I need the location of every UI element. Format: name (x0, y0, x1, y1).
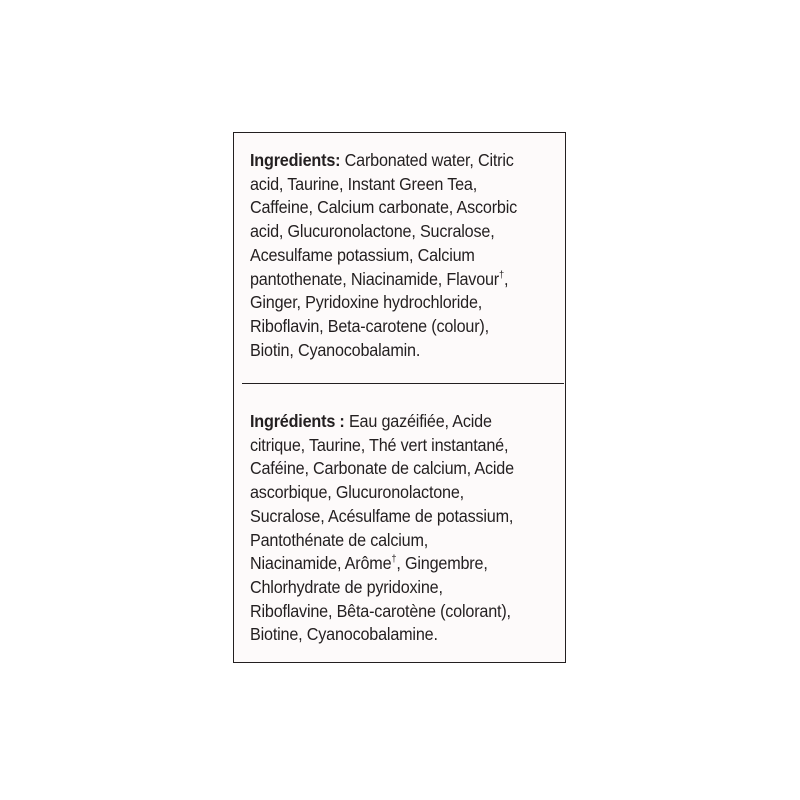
french-ingredients (250, 410, 562, 647)
english-line: Ginger, Pyridoxine hydrochloride, (250, 292, 483, 313)
french-line: Caféine, Carbonate de calcium, Acide (250, 458, 514, 479)
dagger-mark: † (391, 554, 397, 566)
ingredients-panel (233, 132, 566, 663)
french-line: Chlorhydrate de pyridoxine, (250, 576, 443, 597)
french-heading: Ingrédients : (250, 411, 345, 431)
english-heading: Ingredients: (250, 150, 341, 170)
english-line: acid, Taurine, Instant Green Tea, (250, 173, 478, 194)
english-line: Caffeine, Calcium carbonate, Ascorbic (250, 197, 518, 218)
french-line: , Gingembre, (396, 553, 488, 574)
english-line: acid, Glucuronolactone, Sucralose, (250, 221, 495, 242)
dagger-mark: † (499, 269, 505, 281)
english-line: Carbonated water, Citric (344, 150, 514, 170)
french-line: Niacinamide, Arôme (250, 553, 392, 574)
french-line: Eau gazéifiée, Acide (348, 411, 492, 431)
english-line: , (504, 268, 509, 289)
french-line: Pantothénate de calcium, (250, 529, 429, 550)
english-line: Riboflavin, Beta-carotene (colour), (250, 315, 489, 336)
english-ingredients (250, 149, 562, 362)
french-line: Sucralose, Acésulfame de potassium, (250, 505, 514, 526)
french-line: Biotine, Cyanocobalamine. (250, 624, 438, 645)
french-line: ascorbique, Glucuronolactone, (250, 482, 464, 503)
english-line: Biotin, Cyanocobalamin. (250, 339, 421, 360)
french-line: citrique, Taurine, Thé vert instantané, (250, 434, 509, 455)
english-line: Acesulfame potassium, Calcium (250, 244, 475, 265)
english-line: pantothenate, Niacinamide, Flavour (250, 268, 500, 289)
section-divider (242, 383, 564, 384)
french-line: Riboflavine, Bêta-carotène (colorant), (250, 600, 511, 621)
